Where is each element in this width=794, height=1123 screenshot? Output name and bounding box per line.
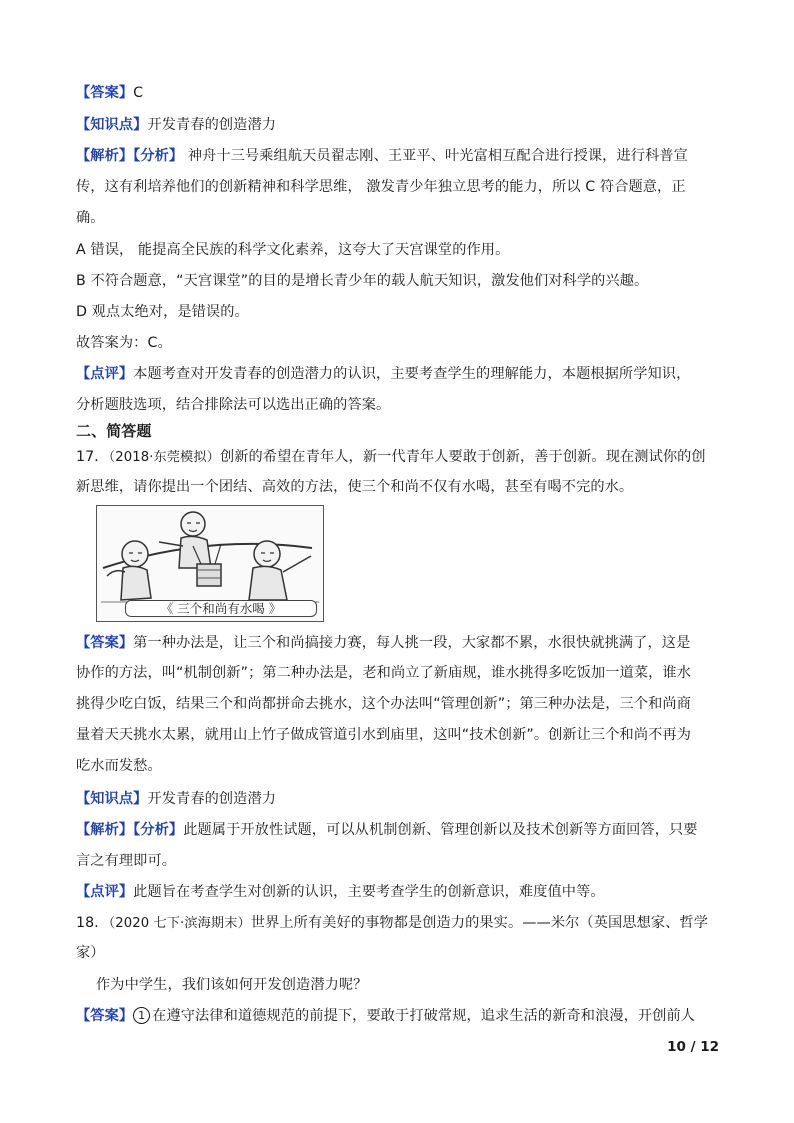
q17-analysis-line-2: 言之有理即可。 (76, 853, 177, 869)
question-number: 17． (76, 449, 109, 465)
question-source: （2020 七下·滨海期末） (108, 916, 251, 931)
q17-analysis-line-1 (76, 820, 721, 840)
q18-stem-line-2: 家） (76, 945, 105, 961)
question-source: （2018·东莞模拟） (108, 450, 220, 465)
q17-stem-line-1 (76, 447, 721, 468)
comment-text: 本题考查对开发青春的创造潜力的认识，主要考查学生的理解能力，本题根据所学知识， (133, 366, 691, 382)
q17-comment-line (76, 882, 721, 902)
comment-text: 此题旨在考查学生对创新的认识，主要考查学生的创新意识，难度值中等。 (133, 884, 605, 900)
q17-answer-line-1 (76, 633, 721, 653)
comment-tag: 【点评】 (76, 884, 134, 900)
circled-number-1: 1 (133, 1007, 150, 1024)
answer-text: C (133, 85, 144, 101)
analysis-text: 神舟十三号乘组航天员翟志刚、王亚平、叶光富相互配合进行授课，进行科普宣 (183, 148, 688, 164)
q17-answer-line-3: 挑得少吃白饭，结果三个和尚都拼命去挑水，这个办法叫“管理创新”；第三种办法是，三个和尚商 (76, 696, 691, 712)
q16-knowledge-line (76, 115, 721, 135)
q17-answer-line-2: 协作的方法，叫“机制创新”；第二种办法是，老和尚立了新庙规，谁水挑得多吃饭加一道菜，谁水 (76, 665, 691, 681)
q16-comment-line-2: 分析题肢选项，结合排除法可以选出正确的答案。 (76, 397, 391, 413)
q16-analysis-line-1 (76, 146, 721, 166)
three-monks-illustration (96, 505, 324, 622)
comment-tag: 【点评】 (76, 366, 134, 382)
knowledge-text: 开发青春的创造潜力 (147, 117, 277, 133)
answer-text: 第一种办法是，让三个和尚搞接力赛，每人挑一段，大家都不累，水很快就挑满了，这是 (133, 635, 691, 651)
q16-analysis-line-2: 传，这有利培养他们的创新精神和科学思维， 激发青少年独立思考的能力，所以 C 符合题意，正 (76, 179, 686, 195)
figure-caption: 《 三个和尚有水喝 》 (125, 600, 317, 617)
analysis-tag: 【解析】 (76, 148, 134, 164)
knowledge-tag: 【知识点】 (76, 791, 148, 807)
answer-tag: 【答案】 (76, 635, 134, 651)
q16-analysis-line-3: 确。 (76, 210, 105, 226)
page-number: 10 / 12 (667, 1039, 719, 1055)
analysis-sub-tag: 【分析】 (133, 822, 184, 838)
analysis-text: 此题属于开放性试题，可以从机制创新、管理创新以及技术创新等方面回答，只要 (183, 822, 698, 838)
q16-option-b: B 不符合题意，“天宫课堂”的目的是增长青少年的载人航天知识，激发他们对科学的兴趣。 (76, 273, 649, 289)
answer-text: 在遵守法律和道德规范的前提下，要敢于打破常规，追求生活的新奇和浪漫，开创前人 (152, 1008, 696, 1024)
q18-stem-line-1 (76, 913, 721, 934)
q17-answer-line-5: 吃水而发愁。 (76, 758, 162, 774)
question-stem: 创新的希望在青年人，新一代青年人要敢于创新，善于创新。现在测试你的创 (219, 449, 706, 465)
q17-stem-line-2: 新思维，请你提出一个团结、高效的方法，使三个和尚不仅有水喝，甚至有喝不完的水。 (76, 479, 634, 495)
q16-option-d: D 观点太绝对，是错误的。 (76, 304, 249, 320)
q17-knowledge-line (76, 789, 721, 809)
q16-comment-line-1 (76, 364, 721, 384)
answer-tag: 【答案】 (76, 1008, 134, 1024)
question-number: 18． (76, 915, 109, 931)
q16-answer-line (76, 83, 721, 103)
q17-answer-line-4: 量着天天挑水太累，就用山上竹子做成管道引水到庙里，这叫“技术创新”。创新让三个和尚不再为 (76, 727, 691, 743)
section-title: 二、简答题 (76, 422, 152, 440)
q18-answer-line-1 (76, 1006, 721, 1026)
question-stem: 世界上所有美好的事物都是创造力的果实。——米尔（英国思想家、哲学 (250, 915, 708, 931)
q16-option-a: A 错误， 能提高全民族的科学文化素养，这夸大了天宫课堂的作用。 (76, 242, 510, 258)
knowledge-text: 开发青春的创造潜力 (147, 791, 277, 807)
answer-tag: 【答案】 (76, 85, 134, 101)
q18-question: 作为中学生，我们该如何开发创造潜力呢？ (96, 977, 368, 993)
knowledge-tag: 【知识点】 (76, 117, 148, 133)
q16-final-answer: 故答案为：C。 (76, 335, 172, 351)
analysis-tag: 【解析】 (76, 822, 134, 838)
analysis-sub-tag: 【分析】 (133, 148, 184, 164)
